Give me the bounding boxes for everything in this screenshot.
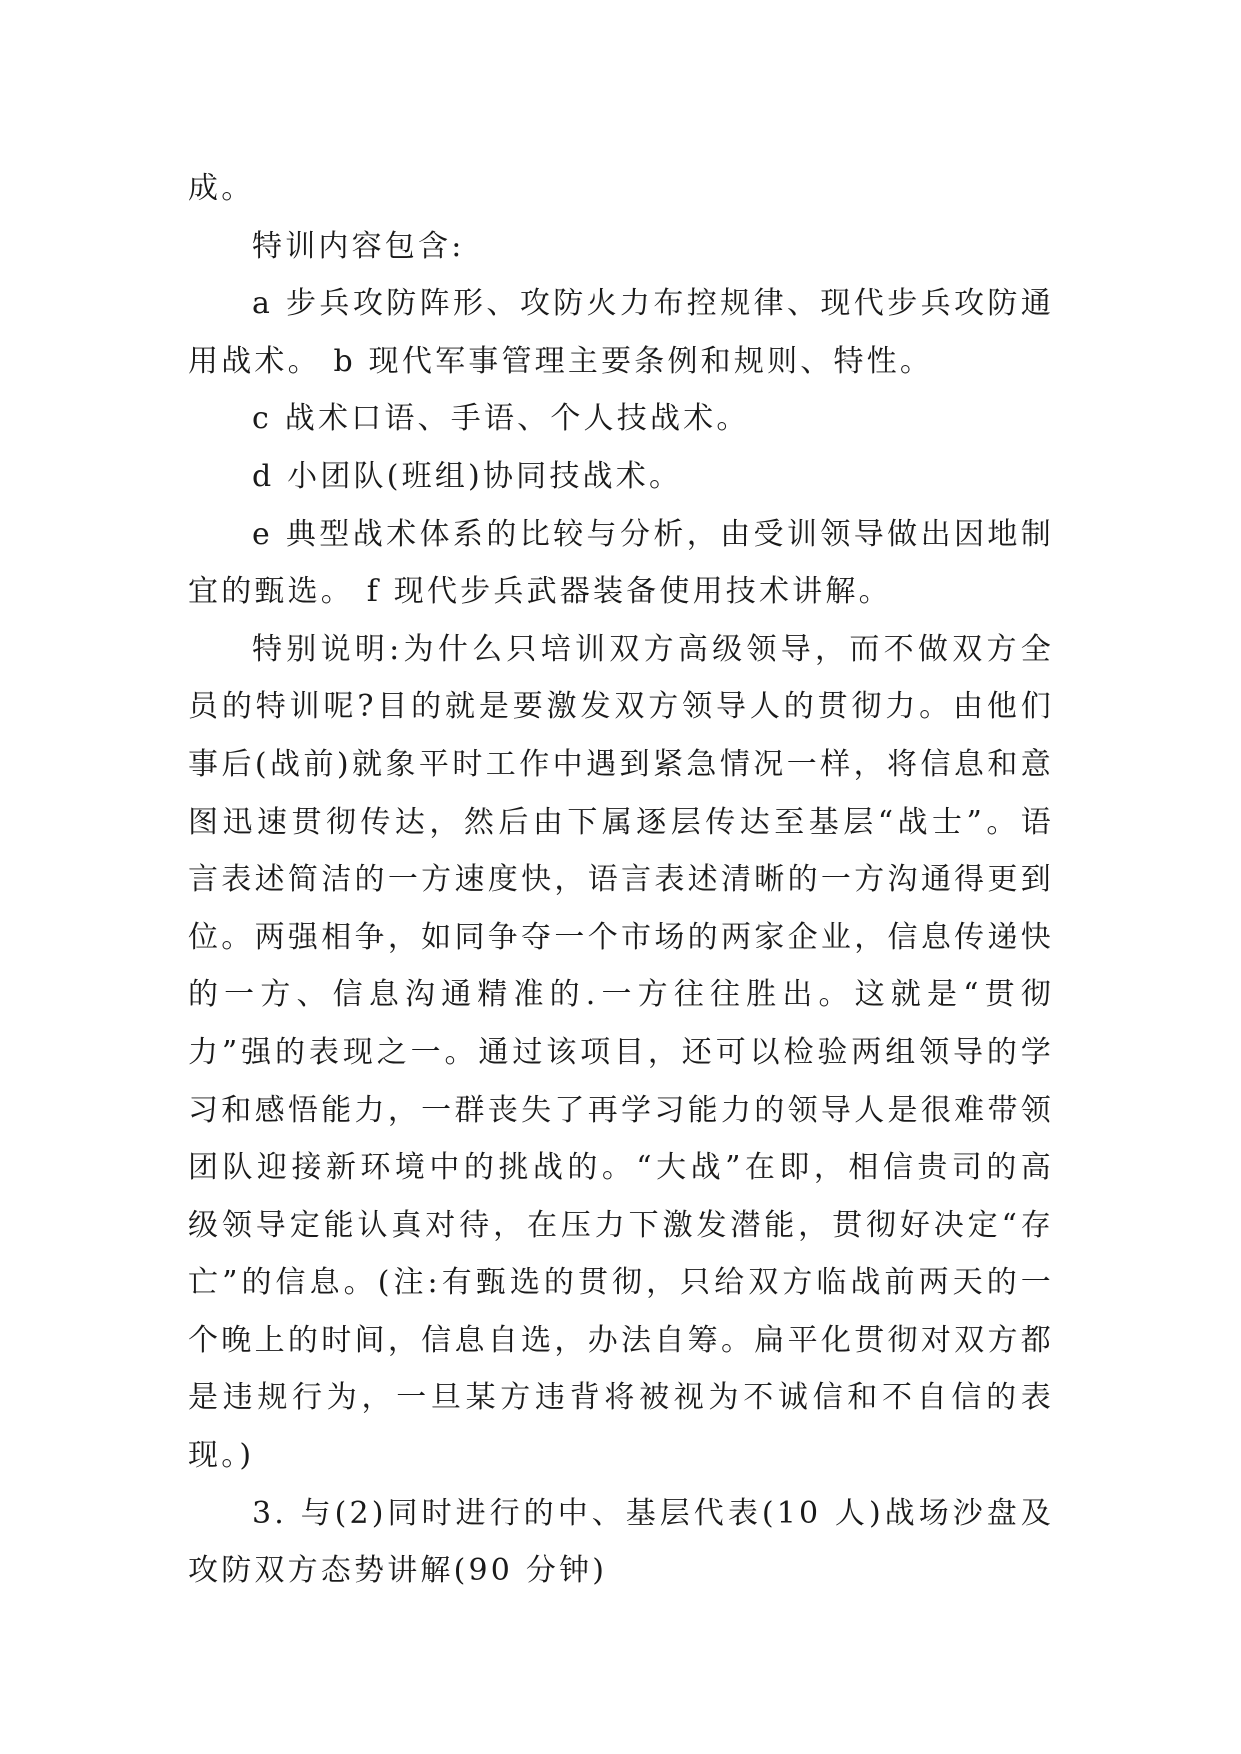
paragraph-continuation: 成。 xyxy=(188,171,255,206)
paragraph-section-3: 3. 与(2)同时进行的中、基层代表(10 人)战场沙盘及攻防双方态势讲解(90 分钟) xyxy=(188,1495,1054,1589)
paragraph-training-content-heading: 特训内容包含: xyxy=(252,228,465,264)
paragraph-special-note: 特别说明:为什么只培训双方高级领导，而不做双方全员的特训呢?目的就是要激发双方领导人的贯彻力。由他们事后(战前)就象平时工作中遇到紧急情况一样，将信息和意图迅速贯彻传达，然后由下属逐层传达至基层“战士”。语言表述简洁的一方速度快，语言表述清晰的一方沟通得更到位。两强相争，如同争夺一个市场的两家企业，信息传递快的一方、信息沟通精准的.一方往往胜出。这就是“贯彻力”强的表现之一。通过该项目，还可以检验两组领导的学习和感悟能力，一群丧失了再学习能力的领导人是很难带领团队迎接新环境中的挑战的。“大战”在即，相信贵司的高级领导定能认真对待，在压力下激发潜能，贯彻好决定“存亡”的信息。(注:有甄选的贯彻，只给双方临战前两天的一个晚上的时间，信息自选，办法自筹。扁平化贯彻对双方都是违规行为，一旦某方违背将被视为不诚信和不自信的表现。) xyxy=(188,631,1054,1474)
paragraph-item-a-b: a 步兵攻防阵形、攻防火力布控规律、现代步兵攻防通用战术。 b 现代军事管理主要条例和规则、特性。 xyxy=(188,286,1054,379)
paragraph-item-c: c 战术口语、手语、个人技战术。 xyxy=(252,401,750,437)
document-page xyxy=(188,160,1054,1600)
paragraph-item-d: d 小团队(班组)协同技战术。 xyxy=(252,458,683,494)
paragraph-item-e-f: e 典型战术体系的比较与分析，由受训领导做出因地制宜的甄选。 f 现代步兵武器装备使用技术讲解。 xyxy=(188,516,1054,610)
